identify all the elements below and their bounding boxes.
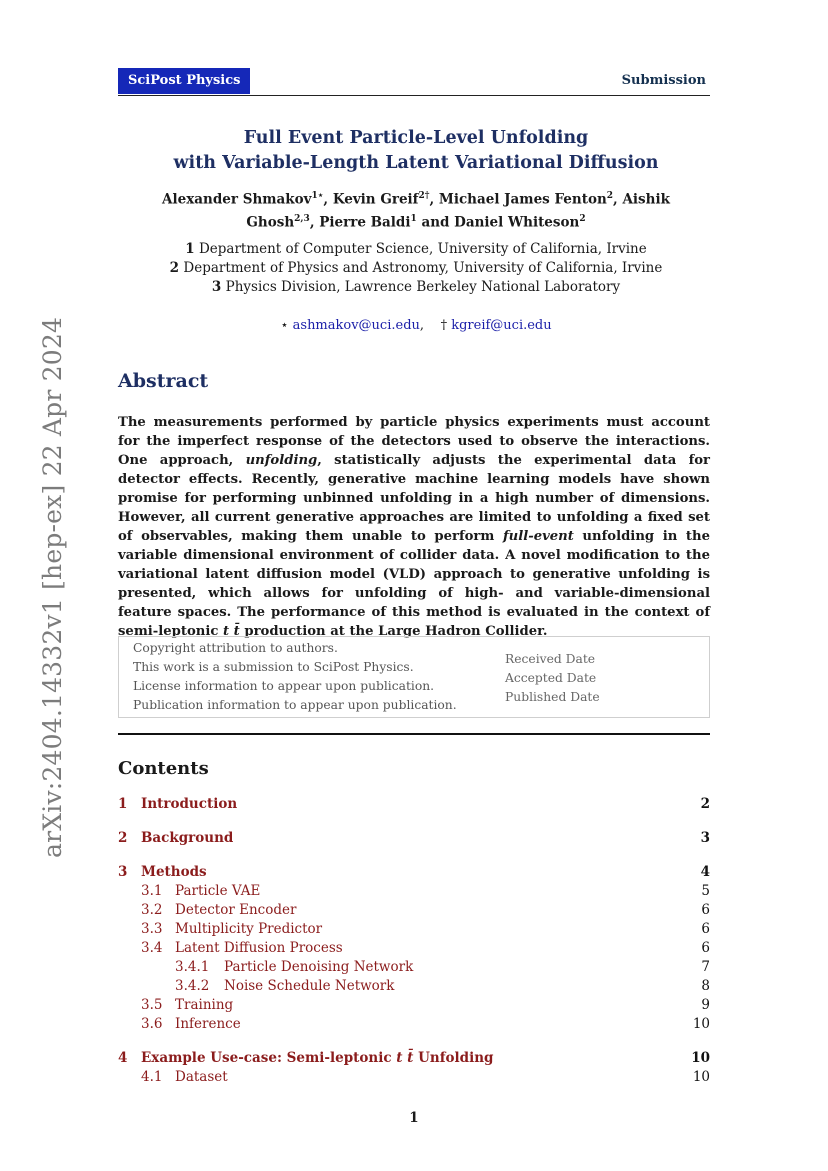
abstract-heading: Abstract [118,370,209,392]
abstract-emphasis: full-event [502,529,574,544]
copyright-box [118,636,710,718]
author-name: Michael James Fenton [438,191,607,208]
toc-entry[interactable]: 3.4.2 Noise Schedule Network 8 [175,978,710,994]
abstract-body: The measurements performed by particle physics experiments must account for the imperfect response of the detectors used to observe the interactions. One approach, unfolding, statistically adjusts the experimental data for detector effects. Recently, generative machine learning models have shown promise for performing unbinned unfolding in a high number of dimensions. However, all current generative approaches are limited to unfolding a fixed set of observables, making them unable to perform full-event unfolding in the variable dimensional environment of collider data. A novel modification to the variational latent diffusion model (VLD) approach to generative unfolding is presented, which allows for unfolding of high- and variable-dimensional feature spaces. The performance of this method is evaluated in the context of semi-leptonic t t̄ production at the Large Hadron Collider. [118,415,710,639]
toc-entry[interactable]: 3.4 Latent Diffusion Process 6 [141,940,710,956]
abstract-math: t t̄ [222,624,240,639]
toc-entry[interactable]: 3.2 Detector Encoder 6 [141,902,710,918]
publication-dates: Received Date Accepted Date Published Date [505,652,600,704]
author-affil-mark: 2 [606,191,614,201]
email-mark: † [440,318,448,333]
author-name: Kevin Greif [332,191,419,208]
section-divider [118,733,710,735]
affiliation-list [118,240,714,297]
affiliation: 1 Department of Computer Science, University of California, Irvine [185,241,647,257]
table-of-contents [118,795,710,1087]
author-name: Alexander Shmakov [162,191,312,208]
page-number: 1 [409,1110,419,1126]
email-mark: ⋆ [280,318,289,333]
author-name: Aishik Ghosh [246,191,670,230]
toc-entry[interactable]: 1 Introduction 2 [118,796,710,812]
author-list: Alexander Shmakov$^{1⋆}$, Kevin Greif$^{2\dagger}$, Michael James Fenton$^2$, Aishik Ghosh$^{2,3}$, Pierre Baldi$^1$ and Daniel Whiteson$^2$ [162,191,670,230]
title-line-1: Full Event Particle-Level Unfolding [243,128,589,148]
journal-badge: SciPost Physics [118,68,250,94]
arxiv-stamp: arXiv:2404.14332v1 [hep-ex] 22 Apr 2024 [38,316,67,858]
journal-header [118,68,710,96]
email-link[interactable]: kgreif@uci.edu [451,318,552,333]
copyright-info: Copyright attribution to authors. This work is a submission to SciPost Physics. License information to appear upon publication. Publication information to appear upon publication. [133,641,457,712]
toc-entry[interactable]: 4 Example Use-case: Semi-leptonic t t̄ Unfolding 10 [118,1050,710,1066]
toc-math: t t̄ [396,1050,414,1066]
title-line-2: with Variable-Length Latent Variational Diffusion [173,153,659,173]
author-name: Daniel Whiteson [454,214,580,230]
abstract-emphasis: unfolding [245,453,318,468]
toc-entry[interactable]: 3.6 Inference 10 [141,1016,710,1032]
paper-title [118,126,714,176]
toc-entry[interactable]: 4.1 Dataset 10 [141,1069,710,1085]
author-affil-mark: 2† [418,191,430,201]
author-affil-mark: 1 [410,213,417,224]
toc-entry[interactable]: 2 Background 3 [118,830,710,846]
toc-entry[interactable]: 3.3 Multiplicity Predictor 6 [141,921,710,937]
toc-entry[interactable]: 3 Methods 4 [118,864,710,880]
submission-label: Submission [621,73,706,88]
email-link[interactable]: ashmakov@uci.edu [292,318,420,333]
toc-entry[interactable]: 3.1 Particle VAE 5 [141,883,710,899]
affiliation: 2 Department of Physics and Astronomy, University of California, Irvine [169,260,663,276]
author-affil-mark: 1⋆ [311,191,324,201]
author-affil-mark: 2,3 [294,213,310,224]
contents-heading: Contents [118,758,209,779]
affiliation: 3 Physics Division, Lawrence Berkeley National Laboratory [211,279,621,295]
email-list: ⋆ ashmakov@uci.edu, † kgreif@uci.edu [280,318,552,333]
author-affil-mark: 2 [579,213,586,224]
toc-entry[interactable]: 3.5 Training 9 [141,997,710,1013]
toc-entry[interactable]: 3.4.1 Particle Denoising Network 7 [175,959,710,975]
author-name: Pierre Baldi [319,214,411,230]
